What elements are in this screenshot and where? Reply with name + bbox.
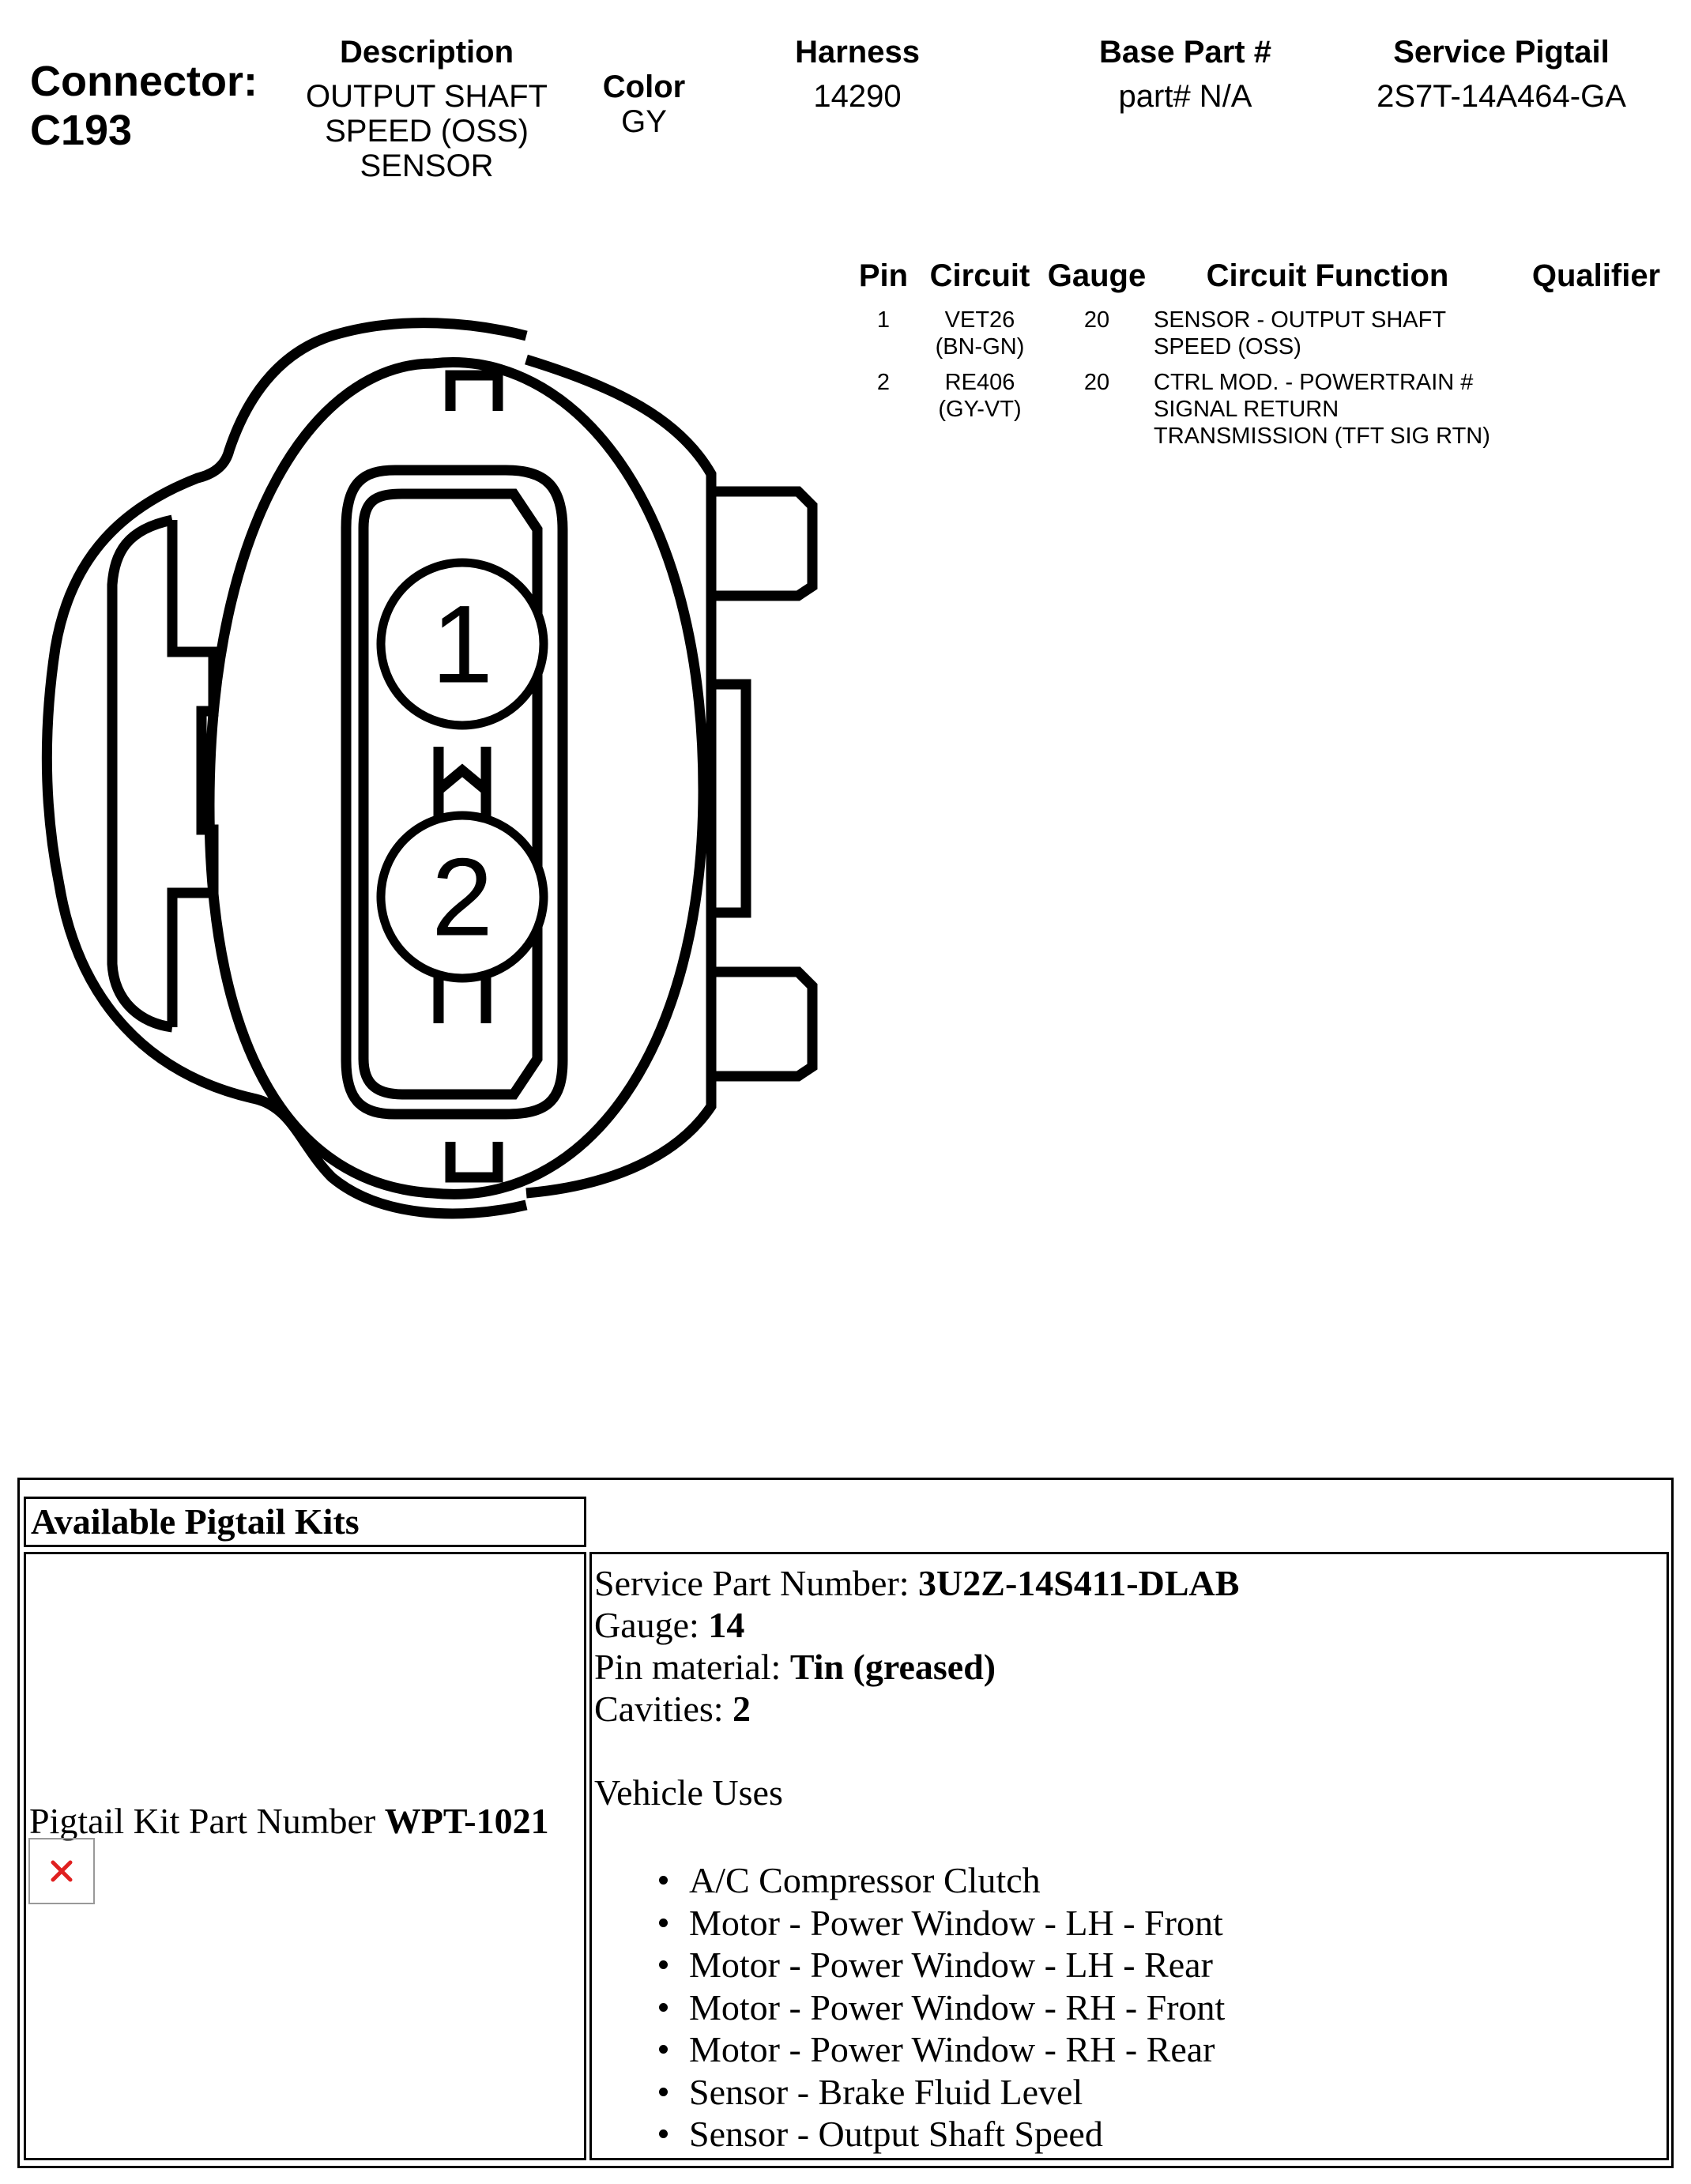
pigtail-heading-cell [24, 1497, 586, 1547]
service-part-number [594, 1562, 1661, 1604]
bullet-icon [659, 2003, 668, 2012]
description-column [284, 35, 569, 183]
detail-value: Tin (greased) [789, 1647, 996, 1687]
service-pigtail-value: 2S7T-14A464-GA [1377, 79, 1626, 114]
vehicle-uses-heading: Vehicle Uses [594, 1772, 783, 1813]
circuit-header: Circuit [929, 258, 1030, 293]
circuit-color: (BN-GN) [935, 334, 1025, 360]
gauge-value: 20 [1083, 307, 1110, 333]
gauge-detail [594, 1604, 1661, 1646]
top-key [450, 375, 498, 411]
pin-header: Pin [858, 258, 909, 293]
list-item: Motor - Power Window - LH - Front [594, 1902, 1661, 1945]
pigtail-kit-cell [24, 1552, 586, 2160]
circuit-color: (GY-VT) [938, 397, 1022, 422]
qualifier-header: Qualifier [1531, 258, 1661, 293]
base-part-heading: Base Part # [1099, 35, 1271, 70]
gauge-header: Gauge [1047, 258, 1147, 293]
circuit-cell [917, 307, 1043, 360]
detail-label: Gauge: [594, 1605, 709, 1645]
connector-label: Connector: [30, 58, 258, 105]
circuit-cell [917, 369, 1043, 423]
list-item: Motor - Power Window - LH - Rear [594, 1944, 1661, 1986]
description-line: OUTPUT SHAFT [306, 79, 548, 114]
middle-right-tab [711, 684, 746, 913]
bullet-icon [659, 1876, 668, 1885]
circuit-function-header: Circuit Function [1206, 258, 1449, 293]
pigtail-kit-number: WPT-1021 [384, 1801, 549, 1841]
connector-id: C193 [30, 107, 133, 154]
cavity-1 [381, 563, 544, 725]
bottom-key [450, 1142, 498, 1177]
circuit-function [1154, 307, 1517, 360]
list-item: A/C Compressor Clutch [594, 1859, 1661, 1902]
harness-column [759, 35, 956, 114]
connector-face-diagram [32, 316, 822, 1233]
detail-label: Cavities: [594, 1689, 733, 1729]
description-heading: Description [339, 35, 514, 70]
detail-value: 14 [708, 1605, 745, 1645]
broken-image-icon [28, 1838, 95, 1904]
color-column [577, 70, 711, 139]
pigtail-heading: Available Pigtail Kits [31, 1501, 360, 1542]
vehicle-uses-list [594, 1859, 1661, 2156]
detail-value: 2 [733, 1689, 751, 1729]
pigtail-kit-label: Pigtail Kit Part Number [29, 1801, 385, 1841]
color-value: GY [621, 104, 667, 139]
list-item: Sensor - Output Shaft Speed [594, 2113, 1661, 2156]
service-pigtail-heading: Service Pigtail [1393, 35, 1610, 70]
base-part-column [1059, 35, 1312, 114]
pigtail-details [594, 1562, 1661, 2156]
broken-image-x-icon [48, 1858, 75, 1885]
function-line: CTRL MOD. - POWERTRAIN # [1154, 370, 1474, 395]
bullet-icon [659, 1960, 668, 1969]
bullet-icon [659, 2088, 668, 2096]
pin-number: 1 [876, 307, 891, 333]
function-line: SIGNAL RETURN [1154, 397, 1339, 422]
left-latch [112, 520, 172, 1027]
circuit-id: RE406 [944, 370, 1015, 395]
description-line: SPEED (OSS) [325, 114, 529, 149]
bullet-icon [659, 2045, 668, 2054]
detail-value: 3U2Z-14S411-DLAB [918, 1563, 1240, 1603]
cavity-2 [381, 815, 544, 978]
pin-material-detail [594, 1646, 1661, 1688]
circuit-function [1154, 369, 1549, 450]
pigtail-kit-number-line [29, 1800, 582, 1842]
pin-number: 2 [876, 370, 891, 395]
function-line: SPEED (OSS) [1154, 334, 1301, 360]
bullet-icon [659, 2129, 668, 2138]
cavities-detail [594, 1688, 1661, 1730]
color-heading: Color [602, 70, 686, 104]
list-item: Sensor - Brake Fluid Level [594, 2071, 1661, 2114]
lower-right-tab [711, 972, 812, 1076]
connector-title [30, 57, 258, 155]
cavity-1-label: 1 [431, 582, 493, 706]
harness-heading: Harness [795, 35, 920, 70]
harness-value: 14290 [813, 79, 902, 114]
circuit-id: VET26 [944, 307, 1015, 333]
gauge-value: 20 [1083, 370, 1110, 395]
list-item: Motor - Power Window - RH - Front [594, 1986, 1661, 2029]
function-line: TRANSMISSION (TFT SIG RTN) [1154, 424, 1490, 449]
service-pigtail-column [1343, 35, 1659, 114]
description-line: SENSOR [360, 149, 494, 183]
cavity-2-label: 2 [431, 834, 493, 959]
bullet-icon [659, 1919, 668, 1927]
function-line: SENSOR - OUTPUT SHAFT [1154, 307, 1447, 333]
base-part-value: part# N/A [1118, 79, 1252, 114]
upper-right-tab [711, 491, 812, 596]
detail-label: Service Part Number: [594, 1563, 919, 1603]
list-item: Motor - Power Window - RH - Rear [594, 2028, 1661, 2071]
detail-label: Pin material: [594, 1647, 790, 1687]
